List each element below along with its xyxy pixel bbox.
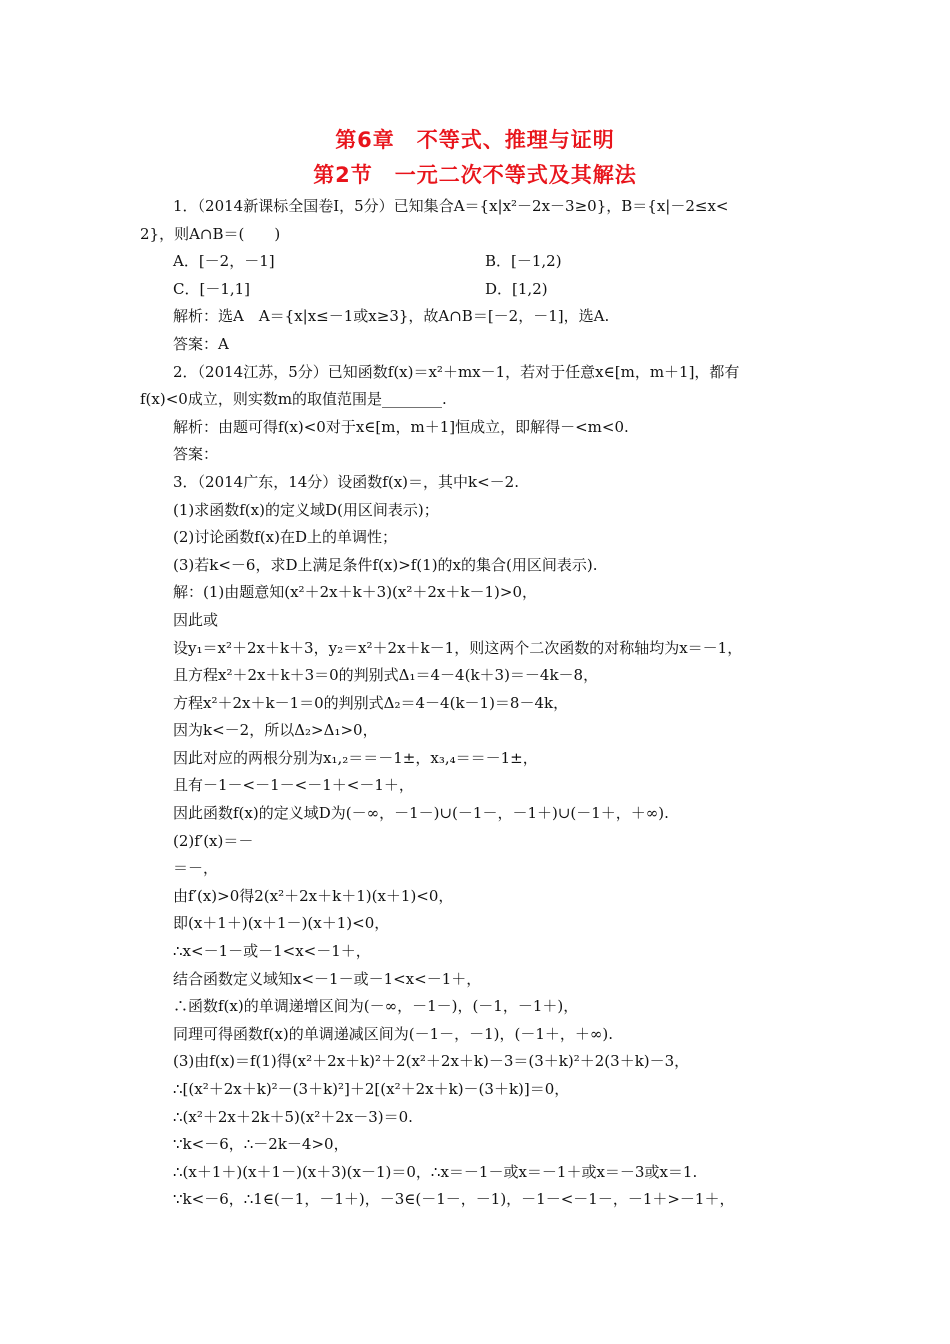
text-line: ∴x<－1－或－1<x<－1＋， <box>173 942 371 961</box>
options-row <box>140 276 820 304</box>
text-line: 1．（2014新课标全国卷Ⅰ，5分）已知集合A＝{x|x²－2x－3≥0}，B＝{x|－2≤x< <box>173 197 729 215</box>
option-d: D．[1,2) <box>485 279 548 298</box>
text-line: ∵k<－6，∴－2k－4>0， <box>173 1135 349 1154</box>
text-line: 答案： <box>173 445 219 464</box>
text-line: 2}，则A∩B＝( ) <box>140 224 281 243</box>
text-line: 因为k<－2，所以Δ₂>Δ₁>0， <box>173 721 378 740</box>
options-row <box>140 248 820 276</box>
text-line: 答案：A <box>173 334 229 353</box>
text-line: ∵k<－6，∴1∈(－1，－1＋)，－3∈(－1－，－1)，－1－<－1－，－1＋>－1＋， <box>173 1190 735 1209</box>
text-line: ∴函数f(x)的单调递增区间为(－∞，－1－)，(－1，－1＋)， <box>173 997 579 1016</box>
text-line: 且方程x²＋2x＋k＋3＝0的判别式Δ₁＝4－4(k＋3)＝－4k－8， <box>173 666 599 685</box>
text-line: (2)f′(x)＝－ <box>173 831 254 850</box>
document-body <box>140 193 820 1214</box>
text-line: 即(x＋1＋)(x＋1－)(x＋1)<0， <box>173 914 390 933</box>
text-line: f(x)<0成立，则实数m的取值范围是________. <box>140 390 447 409</box>
text-line: 方程x²＋2x＋k－1＝0的判别式Δ₂＝4－4(k－1)＝8－4k， <box>173 693 569 712</box>
option-b: B．[－1,2) <box>485 252 562 271</box>
text-line: 设y₁＝x²＋2x＋k＋3，y₂＝x²＋2x＋k－1，则这两个二次函数的对称轴均为x＝－1， <box>173 638 743 657</box>
text-line: ∴(x²＋2x＋2k＋5)(x²＋2x－3)＝0. <box>173 1107 413 1126</box>
option-a: A．[－2，－1] <box>173 252 275 271</box>
text-line: 由f′(x)>0得2(x²＋2x＋k＋1)(x＋1)<0， <box>173 886 454 905</box>
text-line: (1)求函数f(x)的定义域D(用区间表示)； <box>173 500 439 519</box>
text-line: (3)由f(x)＝f(1)得(x²＋2x＋k)²＋2(x²＋2x＋k)－3＝(3＋k)²＋2(3＋k)－3， <box>173 1052 690 1071</box>
text-line: 且有－1－<－1－<－1＋<－1＋， <box>173 776 414 795</box>
text-line: 同理可得函数f(x)的单调递减区间为(－1－，－1)，(－1＋，＋∞). <box>173 1024 614 1043</box>
text-line: 2．（2014江苏，5分）已知函数f(x)＝x²＋mx－1，若对于任意x∈[m，m＋1]，都有 <box>173 362 740 381</box>
text-line: ∴(x＋1＋)(x＋1－)(x＋3)(x－1)＝0，∴x＝－1－或x＝－1＋或x＝－3或x＝1. <box>173 1162 698 1181</box>
text-line: 3．（2014广东，14分）设函数f(x)＝，其中k<－2. <box>173 472 519 491</box>
section-title: 第2节 一元二次不等式及其解法 <box>313 163 637 187</box>
text-line: ∴[(x²＋2x＋k)²－(3＋k)²]＋2[(x²＋2x＋k)－(3＋k)]＝0， <box>173 1080 570 1098</box>
chapter-title: 第6章 不等式、推理与证明 <box>335 128 615 152</box>
text-line: 解：(1)由题意知(x²＋2x＋k＋3)(x²＋2x＋k－1)>0， <box>173 583 537 602</box>
text-line: ＝－， <box>173 859 219 878</box>
text-line: 解析：由题可得f(x)<0对于x∈[m，m＋1]恒成立，即解得－<m<0. <box>173 417 629 436</box>
text-line: 结合函数定义域知x<－1－或－1<x<－1＋， <box>173 969 482 988</box>
option-c: C．[－1,1] <box>173 279 251 298</box>
text-line: (2)讨论函数f(x)在D上的单调性； <box>173 528 397 547</box>
text-line: 因此函数f(x)的定义域D为(－∞，－1－)∪(－1－，－1＋)∪(－1＋，＋∞). <box>173 804 669 823</box>
text-line: 因此或 <box>173 610 219 629</box>
text-line: 因此对应的两根分别为x₁,₂＝＝－1±，x₃,₄＝＝－1±， <box>173 748 538 767</box>
text-line: 解析：选A A＝{x|x≤－1或x≥3}，故A∩B＝[－2，－1]，选A. <box>173 307 610 326</box>
text-line: (3)若k<－6，求D上满足条件f(x)>f(1)的x的集合(用区间表示). <box>173 555 598 574</box>
